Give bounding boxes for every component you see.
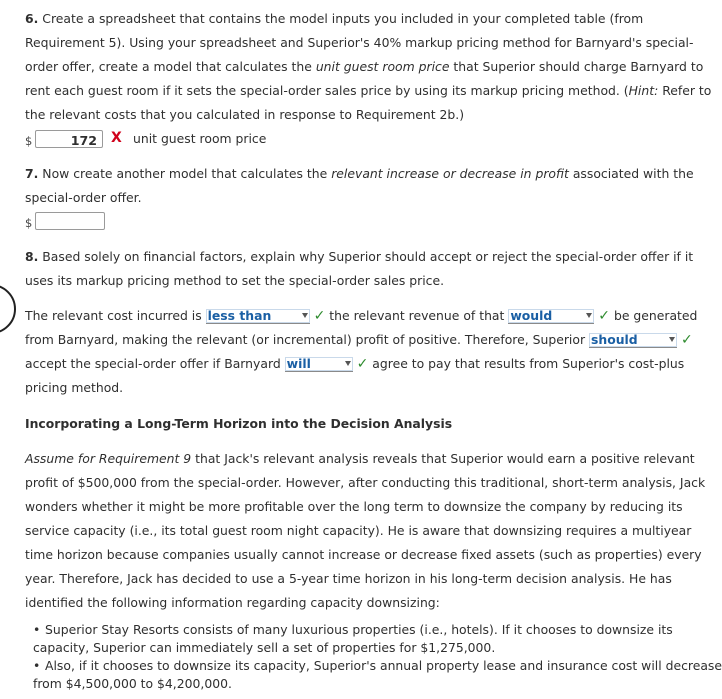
- chevron-down-icon: [302, 313, 308, 318]
- section-para-line-4: service capacity (i.e., its total guest room night capacity). He is aware that downsizing requires a multiyear: [25, 523, 692, 538]
- q8-sentence-4: pricing method.: [25, 380, 124, 395]
- q6-line-1: [25, 11, 643, 27]
- dropdown-revenue-generated[interactable]: would: [508, 309, 594, 324]
- section-para-line-1: Assume for Requirement 9 that Jack's relevant analysis reveals that Superior would earn a positive relevant: [25, 451, 695, 466]
- requirement-emphasis: Assume for Requirement 9: [25, 451, 192, 466]
- q6-line-2: Requirement 5). Using your spreadsheet and Superior's 40% markup pricing method for Barnyard's special-: [25, 35, 694, 50]
- q6-emphasis: unit guest room price: [315, 59, 450, 74]
- q7-answer-row: [25, 212, 225, 232]
- section-para-line-7: identified the following information regarding capacity downsizing:: [25, 595, 440, 610]
- q7-emphasis: relevant increase or decrease in profit: [331, 166, 569, 181]
- section-para-line-3: wonders whether it might be more profitable over the long term to downsize the company by reducing its: [25, 499, 683, 514]
- q7-line-1: 7. Now create another model that calculates the relevant increase or decrease in profit associated with the: [25, 166, 694, 181]
- chevron-down-icon: [586, 313, 592, 318]
- section-heading: Incorporating a Long-Term Horizon into the Decision Analysis: [25, 416, 453, 431]
- q8-text: Based solely on financial factors, explain why Superior should accept or reject the special-order offer if it: [42, 249, 694, 264]
- chevron-down-icon: [669, 337, 675, 342]
- q6-line-3: order offer, create a model that calculates the unit guest room price that Superior should charge Barnyard to: [25, 59, 704, 74]
- q6-line-4: rent each guest room if it sets the special-order sales price by using its markup pricing method. (Hint: Refer to: [25, 83, 712, 98]
- bullet-1-cont: capacity, Superior can immediately sell a set of properties for $1,275,000.: [33, 640, 496, 655]
- q8-number: 8.: [25, 249, 39, 264]
- q8-sentence-1: The relevant cost incurred is less than ✓ the relevant revenue of that would ✓ be generated: [25, 308, 698, 324]
- q8-sentence-2: from Barnyard, making the relevant (or incremental) profit of positive. Therefore, Superior should ✓: [25, 332, 693, 348]
- bullet-2-cont: from $4,500,000 to $4,200,000.: [33, 676, 232, 691]
- correct-check-icon: ✓: [598, 308, 611, 324]
- dropdown-cost-comparison[interactable]: less than: [206, 309, 310, 324]
- q6-answer-row: [25, 130, 325, 150]
- q6-number: 6.: [25, 11, 39, 26]
- q6-answer-input[interactable]: 172: [35, 130, 103, 148]
- bullet-icon: •: [33, 658, 41, 673]
- partial-circle-decoration: [0, 284, 16, 334]
- chevron-down-icon: [345, 361, 351, 366]
- section-para-line-5: time horizon because companies usually cannot increase or decrease fixed assets (such as properties) every: [25, 547, 702, 562]
- section-para-line-2: profit of $500,000 from the special-order. However, after conducting this traditional, short-term analysis, Jack: [25, 475, 706, 490]
- q7-number: 7.: [25, 166, 39, 181]
- correct-check-icon: ✓: [680, 332, 693, 348]
- dropdown-barnyard-agree[interactable]: will: [285, 357, 353, 372]
- incorrect-x-icon: X: [111, 130, 122, 146]
- bullet-icon: •: [33, 622, 41, 637]
- q6-hint-label: Hint:: [628, 83, 659, 98]
- q7-line-2: special-order offer.: [25, 190, 142, 205]
- q6-text: Create a spreadsheet that contains the model inputs you included in your completed table (from: [42, 11, 644, 26]
- dropdown-accept-decision[interactable]: should: [589, 333, 677, 348]
- q7-answer-input[interactable]: [35, 212, 105, 230]
- q8-sentence-3: accept the special-order offer if Barnyard will ✓ agree to pay that results from Superior's cost-plus: [25, 356, 685, 372]
- correct-check-icon: ✓: [313, 308, 326, 324]
- correct-check-icon: ✓: [356, 356, 369, 372]
- q6-answer-unit: unit guest room price: [133, 131, 267, 146]
- q6-line-5: the relevant costs that you calculated in response to Requirement 2b.): [25, 107, 465, 122]
- q6-currency: $: [25, 134, 33, 148]
- q8-line-2: uses its markup pricing method to set the special-order sales price.: [25, 273, 445, 288]
- section-para-line-6: year. Therefore, Jack has decided to use a 5-year time horizon in his long-term decision analysis. He has: [25, 571, 672, 586]
- q7-currency: $: [25, 216, 33, 230]
- q8-line-1: [25, 249, 693, 265]
